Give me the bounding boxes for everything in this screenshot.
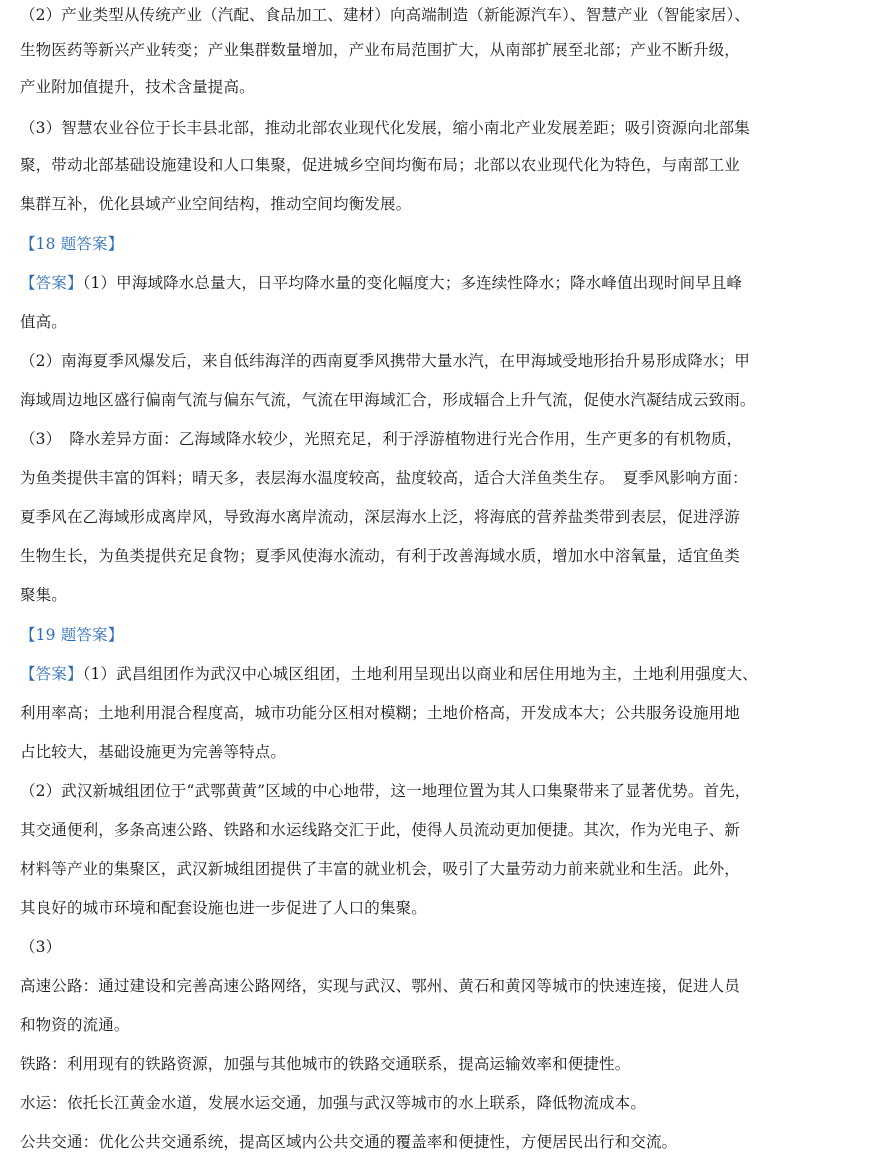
q18-p1-first-line-text: （1）甲海域降水总量大，日平均降水量的变化幅度大；多连续性降水；降水峰值出现时间早且峰 (82, 274, 743, 292)
q19-p3-railway: 铁路：利用现有的铁路资源，加强与其他城市的铁路交通联系，提高运输效率和便捷性。 (20, 1055, 631, 1073)
q17-p2-line-1: （2）产业类型从传统产业（汽配、食品加工、建材）向高端制造（新能源汽车）、智慧产业（智能家居）、 (20, 6, 751, 24)
q19-p2-line-1: （2）武汉新城组团位于“武鄂黄黄”区域的中心地带，这一地理位置为其人口集聚带来了显著优势。首先， (20, 782, 751, 800)
q17-p3-line-1: （3）智慧农业谷位于长丰县北部，推动北部农业现代化发展，缩小南北产业发展差距；吸引资源向北部集 (20, 119, 750, 137)
q17-p2-line-3: 产业附加值提升，技术含量提高。 (20, 78, 255, 96)
q19-p2-line-3: 材料等产业的集聚区，武汉新城组团提供了丰富的就业机会，吸引了大量劳动力前来就业和生活。此外， (20, 860, 740, 878)
q19-p1-line-1 (20, 663, 758, 685)
q19-p2-line-4: 其良好的城市环境和配套设施也进一步促进了人口的集聚。 (20, 899, 427, 917)
q18-p3-line-2: 为鱼类提供丰富的饵料；晴天多，表层海水温度较高，盐度较高，适合大洋鱼类生存。 夏季风影响方面： (20, 469, 748, 487)
q19-p1-line-2: 利用率高；土地利用混合程度高，城市功能分区相对模糊；土地价格高，开发成本大；公共服务设施用地 (20, 704, 740, 722)
q19-answer-tag: 【答案】 (20, 665, 83, 683)
q19-p3-waterway: 水运：依托长江黄金水道，发展水运交通，加强与武汉等城市的水上联系，降低物流成本。 (20, 1094, 647, 1112)
q18-p1-line-1 (20, 272, 742, 294)
q18-p3-line-3: 夏季风在乙海域形成离岸风，导致海水离岸流动，深层海水上泛，将海底的营养盐类带到表层，促进浮游 (20, 508, 740, 526)
q18-p2-line-1: （2）南海夏季风爆发后，来自低纬海洋的西南夏季风携带大量水汽，在甲海域受地形抬升易形成降水；甲 (20, 352, 750, 370)
q18-p1-line-2: 值高。 (20, 313, 67, 331)
q18-heading: 【18 题答案】 (20, 235, 124, 253)
q19-p3-label: （3） (20, 938, 62, 956)
q19-p3-transit: 公共交通：优化公共交通系统，提高区域内公共交通的覆盖率和便捷性，方便居民出行和交流。 (20, 1133, 678, 1151)
q17-p2-line-2: 生物医药等新兴产业转变；产业集群数量增加，产业布局范围扩大，从南部扩展至北部；产业不断升级， (20, 41, 740, 59)
q18-p3-line-5: 聚集。 (20, 586, 67, 604)
q19-p3-highway-line-2: 和物资的流通。 (20, 1016, 130, 1034)
q17-p3-line-2: 聚，带动北部基础设施建设和人口集聚，促进城乡空间均衡布局；北部以农业现代化为特色，与南部工业 (20, 156, 740, 174)
q18-answer-tag: 【答案】 (20, 274, 83, 292)
q19-p2-line-2: 其交通便利，多条高速公路、铁路和水运线路交汇于此，使得人员流动更加便捷。其次，作为光电子、新 (20, 821, 740, 839)
q19-p1-first-line-text: （1）武昌组团作为武汉中心城区组团，土地利用呈现出以商业和居住用地为主，土地利用强度大、 (82, 665, 758, 683)
q18-p3-line-4: 生物生长，为鱼类提供充足食物；夏季风使海水流动，有利于改善海域水质，增加水中溶氧量，适宜鱼类 (20, 547, 740, 565)
q19-p3-highway-line-1: 高速公路：通过建设和完善高速公路网络，实现与武汉、鄂州、黄石和黄冈等城市的快速连接，促进人员 (20, 977, 740, 995)
q18-p3-line-1: （3） 降水差异方面：乙海域降水较少，光照充足，利于浮游植物进行光合作用，生产更多的有机物质， (20, 430, 743, 448)
q19-p1-line-3: 占比较大，基础设施更为完善等特点。 (20, 743, 287, 761)
q19-heading: 【19 题答案】 (20, 626, 124, 644)
q17-p3-line-3: 集群互补，优化县域产业空间结构，推动空间均衡发展。 (20, 195, 412, 213)
q18-p2-line-2: 海域周边地区盛行偏南气流与偏东气流，气流在甲海域汇合，形成辐合上升气流，促使水汽凝结成云致雨。 (20, 391, 756, 409)
